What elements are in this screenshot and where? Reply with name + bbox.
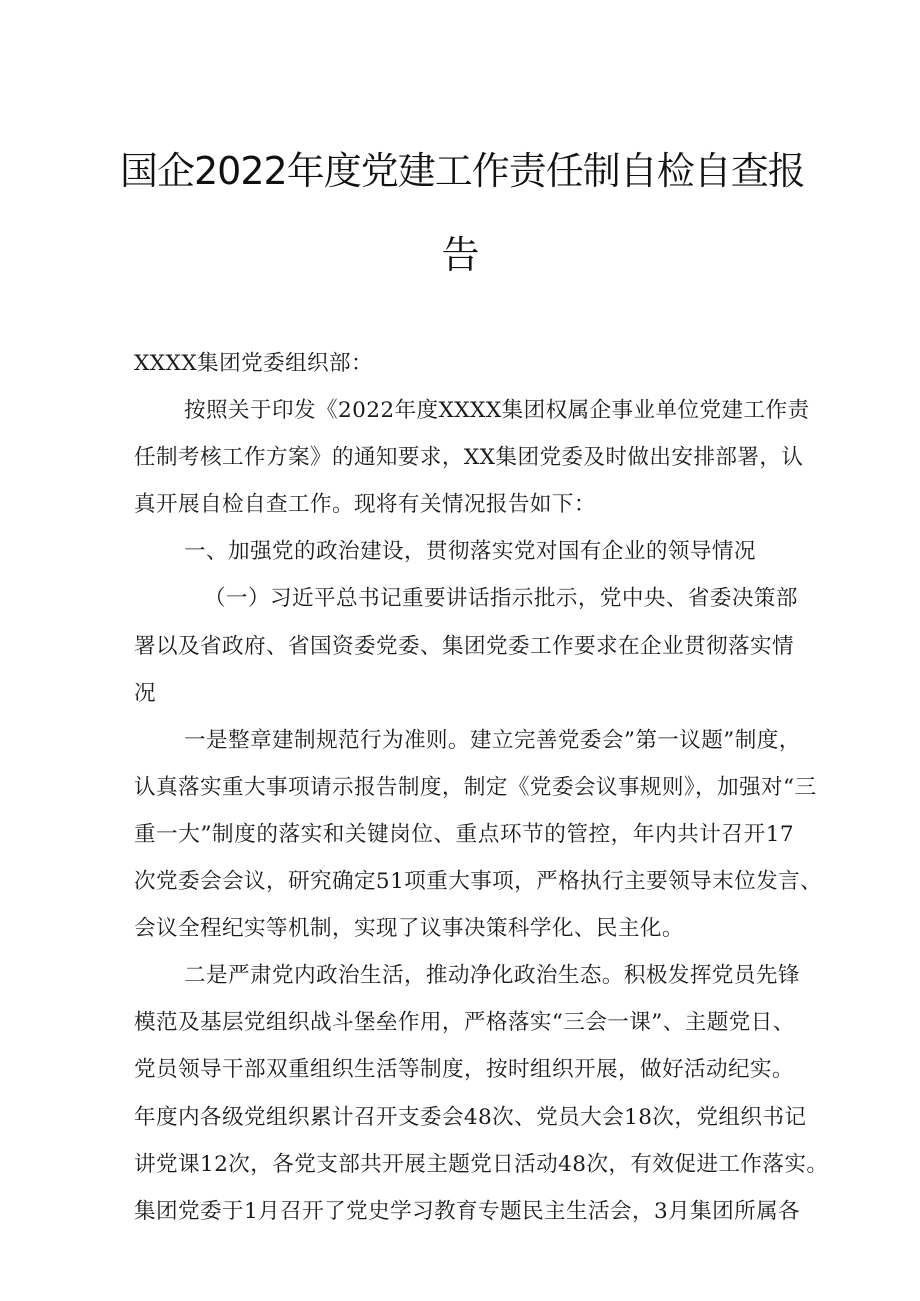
salutation-line: XXXX集团党委组织部： bbox=[134, 351, 374, 376]
paragraph-line: 重一大”制度的落实和关键岗位、重点环节的管控，年内共计召开17 bbox=[134, 821, 794, 847]
paragraph-line: 讲党课12次，各党支部共开展主题党日活动48次，有效促进工作落实。 bbox=[134, 1151, 829, 1177]
subsection-heading-line: 况 bbox=[134, 680, 156, 706]
paragraph-line: 模范及基层党组织战斗堡垒作用，严格落实“三会一课”、主题党日、 bbox=[134, 1010, 795, 1036]
paragraph-line: 年度内各级党组织累计召开支委会48次、党员大会18次，党组织书记 bbox=[134, 1104, 807, 1130]
document-body bbox=[134, 340, 829, 1235]
paragraph-line: 次党委会会议，研究确定51项重大事项，严格执行主要领导末位发言、 bbox=[134, 869, 823, 895]
document-title-line-2: 告 bbox=[441, 233, 479, 277]
paragraph-line: 二是严肃党内政治生活，推动净化政治生态。积极发挥党员先锋 bbox=[184, 963, 800, 989]
paragraph-line: 集团党委于1月召开了党史学习教育专题民主生活会，3月集团所属各 bbox=[134, 1198, 801, 1224]
paragraph-line: 任制考核工作方案》的通知要求，XX集团党委及时做出安排部署，认 bbox=[134, 445, 804, 471]
paragraph-line: 党员领导干部双重组织生活等制度，按时组织开展，做好活动纪实。 bbox=[134, 1057, 794, 1083]
paragraph-line: 认真落实重大事项请示报告制度，制定《党委会议事规则》，加强对“三 bbox=[134, 774, 817, 800]
section-heading: 一、加强党的政治建设，贯彻落实党对国有企业的领导情况 bbox=[184, 539, 756, 565]
document-title-line-1: 国企2022年度党建工作责任制自检自查报 bbox=[120, 149, 805, 193]
paragraph-line: 一是整章建制规范行为准则。建立完善党委会”第一议题”制度， bbox=[184, 727, 801, 753]
paragraph-line: 按照关于印发《2022年度XXXX集团权属企事业单位党建工作责 bbox=[184, 398, 810, 424]
subsection-heading-line: （一）习近平总书记重要讲话指示批示，党中央、省委决策部 bbox=[204, 586, 798, 612]
paragraph-line: 会议全程纪实等机制，实现了议事决策科学化、民主化。 bbox=[134, 916, 684, 942]
subsection-heading-line: 署以及省政府、省国资委党委、集团党委工作要求在企业贯彻落实情 bbox=[134, 633, 794, 659]
paragraph-line: 真开展自检自查工作。现将有关情况报告如下： bbox=[134, 492, 596, 518]
